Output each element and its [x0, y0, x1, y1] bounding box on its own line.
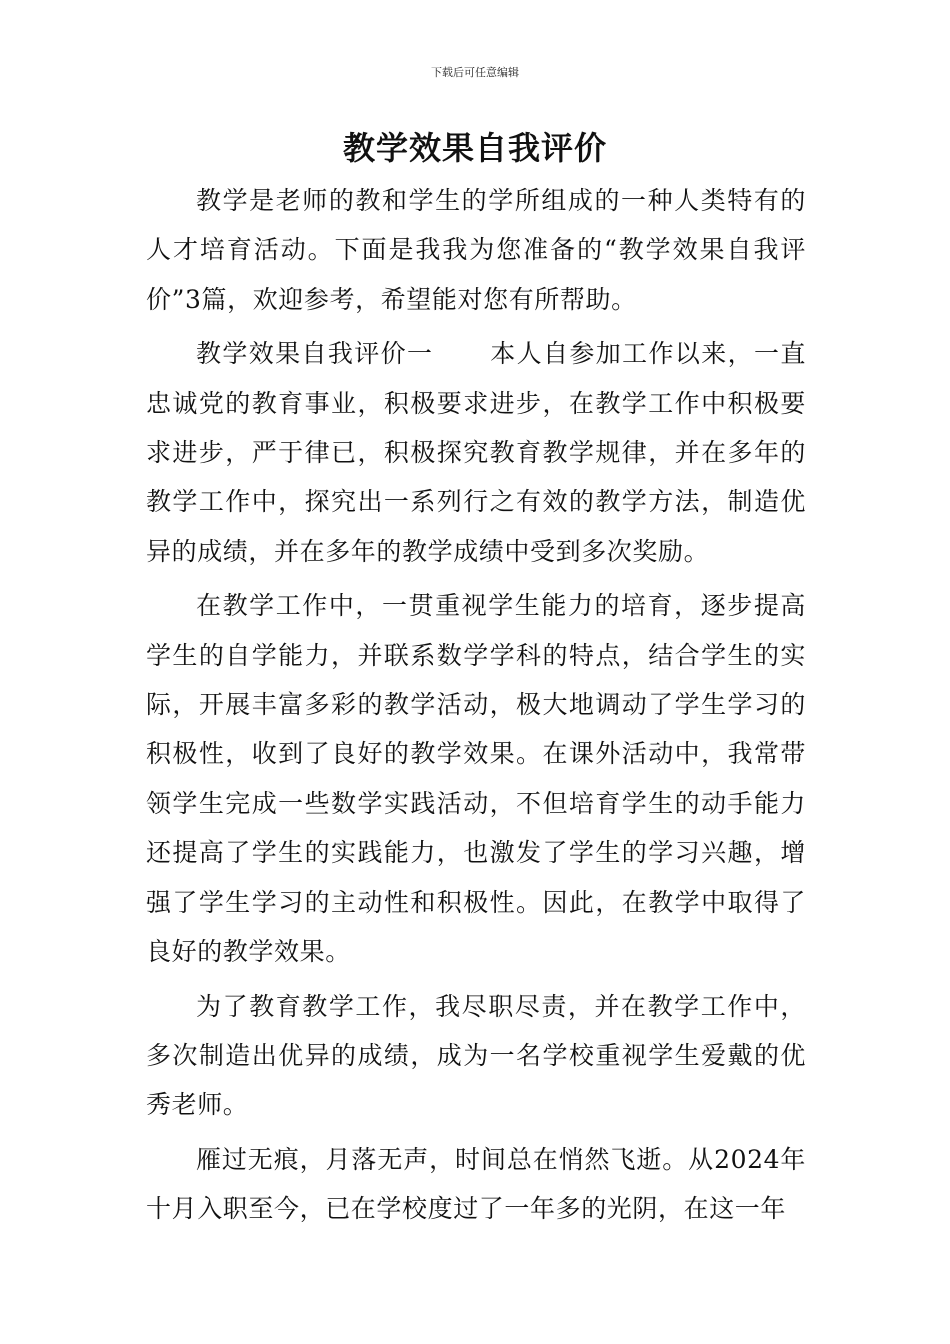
section-one-heading: 教学效果自我评价一 [196, 339, 434, 369]
document-body [146, 176, 806, 1239]
body-paragraph-teaching-work: 在教学工作中，一贯重视学生能力的培育，逐步提高学生的自学能力，并联系数学学科的特点，结合学生的实际，开展丰富多彩的教学活动，极大地调动了学生学习的积极性，收到了良好的教学效果。在课外活动中，我常带领学生完成一些数学实践活动，不但培育学生的动手能力还提高了学生的实践能力，也激发了学生的学习兴趣，增强了学生学习的主动性和积极性。因此，在教学中取得了良好的教学效果。 [146, 591, 806, 967]
page-header-note: 下载后可任意编辑 [431, 66, 519, 79]
section-one-paragraph [146, 329, 806, 576]
document-title: 教学效果自我评价 [342, 129, 607, 167]
body-paragraph-duty: 为了教育教学工作，我尽职尽责，并在教学工作中，多次制造出优异的成绩，成为一名学校重视学生爱戴的优秀老师。 [146, 991, 806, 1120]
body-paragraph-time: 雁过无痕，月落无声，时间总在悄然飞逝。从2024年十月入职至今，已在学校度过了一年多的光阴，在这一年 [146, 1144, 806, 1224]
intro-paragraph: 教学是老师的教和学生的学所组成的一种人类特有的人才培育活动。下面是我我为您准备的“教学效果自我评价”3篇，欢迎参考，希望能对您有所帮助。 [146, 186, 806, 314]
section-one-text: 本人自参加工作以来，一直忠诚党的教育事业，积极要求进步，在教学工作中积极要求进步，严于律已，积极探究教育教学规律，并在多年的教学工作中，探究出一系列行之有效的教学方法，制造优异的成绩，并在多年的教学成绩中受到多次奖励。 [146, 339, 807, 566]
